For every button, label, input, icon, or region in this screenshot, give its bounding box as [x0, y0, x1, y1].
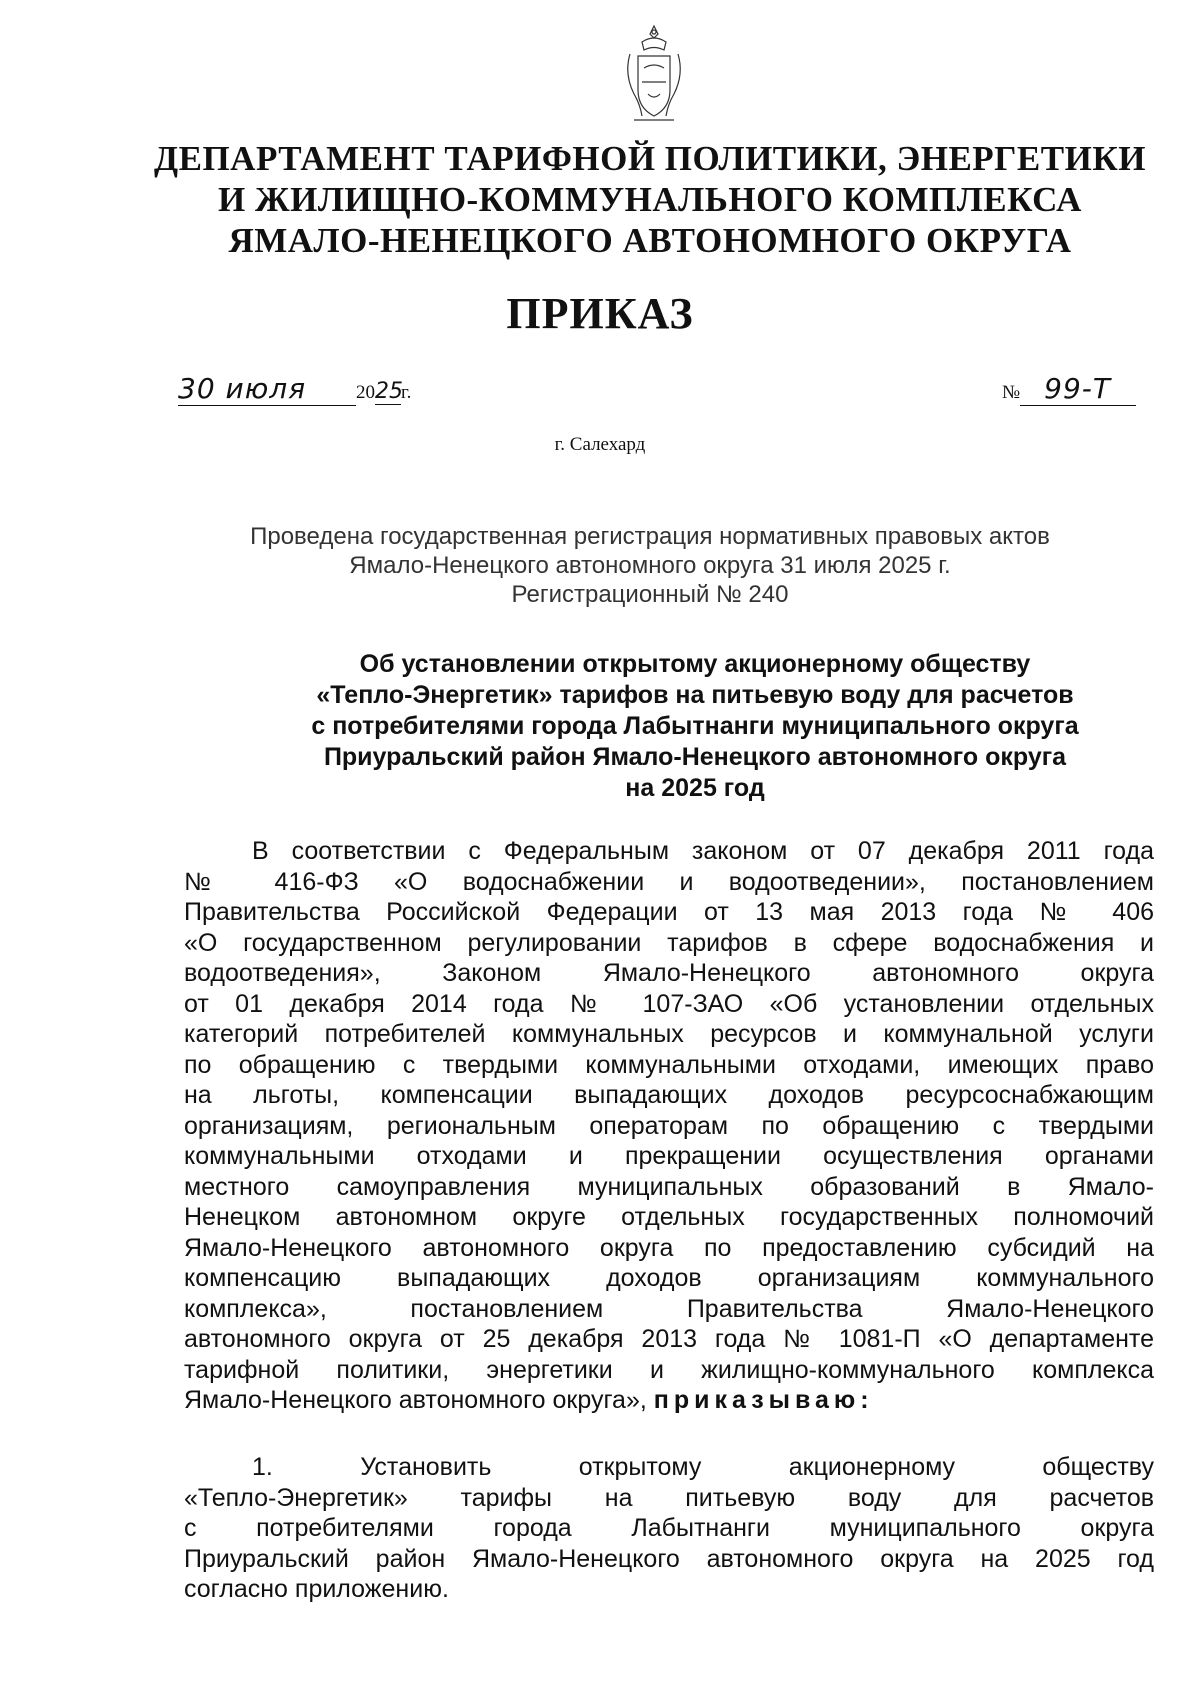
preamble-line: от 01 декабря 2014 года № 107-ЗАО «Об установлении отдельных — [184, 989, 1154, 1018]
subject-line: на 2025 год — [625, 774, 765, 802]
preamble-line: категорий потребителей коммунальных ресурсов и коммунальной услуги — [184, 1020, 1154, 1048]
preamble-last-line — [184, 1385, 1154, 1416]
order-subject — [230, 649, 1160, 804]
department-line: И ЖИЛИЩНО-КОММУНАЛЬНОГО КОМПЛЕКСА — [218, 180, 1082, 219]
date-handwritten: 30 июля — [178, 372, 356, 406]
preamble — [184, 836, 1154, 1416]
preamble-line: комплекса», постановлением Правительства Ямало-Ненецкого — [184, 1294, 1154, 1323]
item-line: с потребителями города Лабытнанги муниципального округа — [184, 1514, 1154, 1542]
preamble-line: на льготы, компенсации выпадающих доходов ресурсоснабжающим — [184, 1081, 1154, 1109]
order-date — [178, 372, 411, 406]
preamble-line: Правительства Российской Федерации от 13 мая 2013 года № 406 — [184, 898, 1154, 926]
preamble-last-text: Ямало-Ненецкого автономного округа», — [184, 1386, 647, 1414]
preamble-line: Ямало-Ненецкого автономного округа по предоставлению субсидий на — [184, 1233, 1154, 1262]
registration-line: Проведена государственная регистрация нормативных правовых актов — [250, 523, 1050, 550]
document-type: ПРИКАЗ — [506, 289, 694, 338]
number-label: № — [1002, 382, 1021, 403]
number-handwritten: 99-Т — [1020, 372, 1136, 406]
registration-line: Регистрационный № 240 — [511, 581, 789, 608]
year-prefix: 20 — [356, 382, 375, 403]
year-handwritten: 25 — [375, 379, 403, 404]
preamble-line: «О государственном регулировании тарифов в сфере водоснабжения и — [184, 928, 1154, 957]
subject-line: с потребителями города Лабытнанги муниципального округа — [311, 712, 1079, 740]
registration-line: Ямало-Ненецкого автономного округа 31 июля 2025 г. — [349, 552, 951, 579]
order-word: приказываю: — [653, 1386, 874, 1414]
coat-of-arms-emblem — [622, 24, 686, 128]
order-number — [1002, 372, 1136, 406]
preamble-line: тарифной политики, энергетики и жилищно-коммунального комплекса — [184, 1355, 1154, 1384]
preamble-line: организациям, региональным операторам по обращению с твердыми — [184, 1111, 1154, 1140]
subject-line: «Тепло-Энергетик» тарифов на питьевую воду для расчетов — [316, 681, 1074, 709]
item-line: 1. Установить открытому акционерному обществу — [252, 1453, 1154, 1481]
preamble-line: компенсацию выпадающих доходов организациям коммунального — [184, 1264, 1154, 1292]
year-suffix: г. — [401, 382, 412, 403]
preamble-line: № 416-ФЗ «О водоснабжении и водоотведении», постановлением — [184, 867, 1154, 896]
subject-line: Об установлении открытому акционерному обществу — [359, 650, 1031, 678]
preamble-line: Ненецком автономном округе отдельных государственных полномочий — [184, 1203, 1154, 1231]
city: г. Салехард — [554, 434, 646, 455]
preamble-line: коммунальными отходами и прекращении осуществления органами — [184, 1142, 1154, 1170]
subject-line: Приуральский район Ямало-Ненецкого автономного округа — [323, 743, 1067, 771]
preamble-line: В соответствии с Федеральным законом от 07 декабря 2011 года — [252, 837, 1154, 865]
item-line: «Тепло-Энергетик» тарифы на питьевую воду для расчетов — [184, 1483, 1154, 1512]
department-name — [150, 138, 1150, 261]
department-line: ДЕПАРТАМЕНТ ТАРИФНОЙ ПОЛИТИКИ, ЭНЕРГЕТИКИ — [154, 139, 1146, 178]
item-line: Приуральский район Ямало-Ненецкого автономного округа на 2025 год — [184, 1544, 1154, 1573]
item-line: согласно приложению. — [184, 1575, 449, 1603]
order-item-1 — [184, 1452, 1154, 1605]
preamble-line: водоотведения», Законом Ямало-Ненецкого автономного округа — [184, 959, 1154, 987]
department-line: ЯМАЛО-НЕНЕЦКОГО АВТОНОМНОГО ОКРУГА — [228, 221, 1072, 260]
preamble-line: местного самоуправления муниципальных образований в Ямало- — [184, 1172, 1154, 1201]
preamble-line: по обращению с твердыми коммунальными отходами, имеющих право — [184, 1050, 1154, 1079]
registration-stamp — [150, 522, 1150, 609]
preamble-line: автономного округа от 25 декабря 2013 года № 1081-П «О департаменте — [184, 1325, 1154, 1353]
